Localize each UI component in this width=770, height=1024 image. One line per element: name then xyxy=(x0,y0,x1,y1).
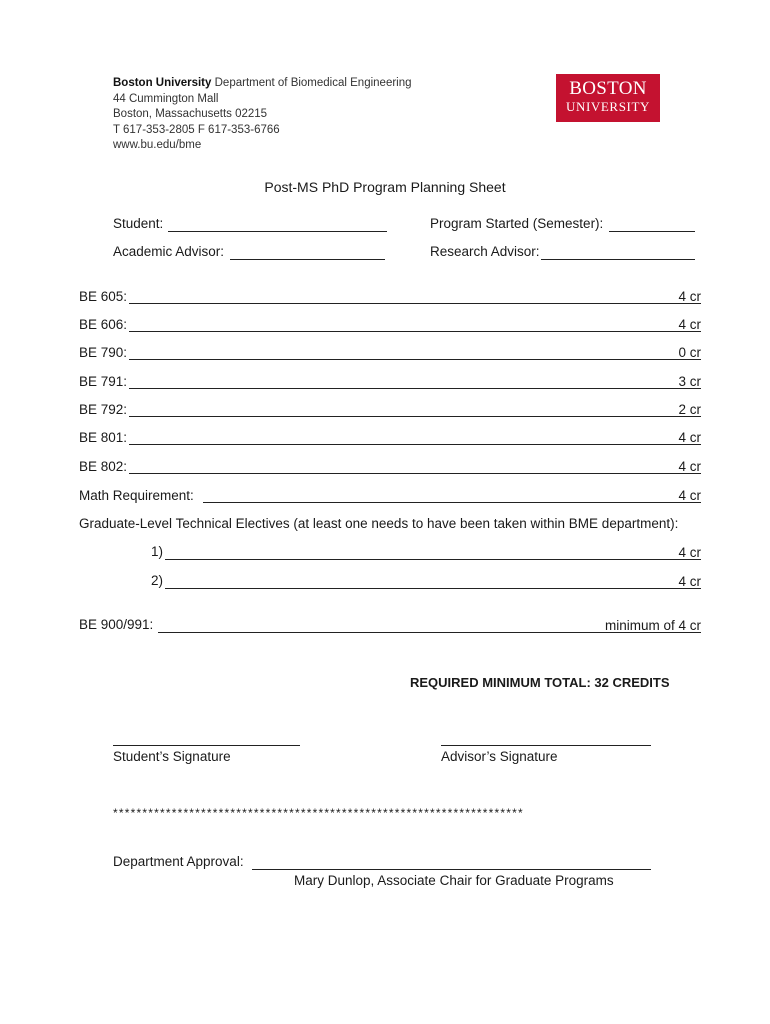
university-name: Boston University xyxy=(113,77,212,89)
department-approval-field[interactable] xyxy=(252,869,651,870)
website: www.bu.edu/bme xyxy=(113,139,202,151)
program-started-field[interactable] xyxy=(609,231,695,232)
student-field[interactable] xyxy=(168,231,387,232)
course-credits: 4 cr xyxy=(649,459,701,474)
course-label: BE 802: xyxy=(79,459,128,474)
math-requirement-field[interactable] xyxy=(203,502,649,503)
student-signature-label: Student’s Signature xyxy=(113,749,231,764)
elective-credits: 4 cr xyxy=(649,545,701,560)
research-field[interactable] xyxy=(158,632,580,633)
course-credits: 4 cr xyxy=(649,289,701,304)
logo-line-2: UNIVERSITY xyxy=(566,99,650,114)
program-started-label: Program Started (Semester): xyxy=(430,216,604,231)
course-credits: 2 cr xyxy=(649,402,701,417)
approver-name: Mary Dunlop, Associate Chair for Graduate Programs xyxy=(294,873,614,888)
course-label: BE 791: xyxy=(79,374,128,389)
course-credits: 4 cr xyxy=(649,317,701,332)
advisor-signature-field[interactable] xyxy=(441,745,651,746)
research-credits: minimum of 4 cr xyxy=(578,618,701,633)
department-approval-label: Department Approval: xyxy=(113,854,244,869)
course-field[interactable] xyxy=(129,388,649,389)
elective-field[interactable] xyxy=(165,588,649,589)
course-field[interactable] xyxy=(129,331,649,332)
course-credits: 3 cr xyxy=(649,374,701,389)
street-address: 44 Cummington Mall xyxy=(113,92,219,105)
elective-field[interactable] xyxy=(165,559,649,560)
course-field[interactable] xyxy=(129,359,649,360)
course-field[interactable] xyxy=(129,444,649,445)
academic-advisor-field[interactable] xyxy=(230,259,385,260)
page-title: Post-MS PhD Program Planning Sheet xyxy=(264,179,506,195)
course-credits: 4 cr xyxy=(649,488,701,503)
phone-fax: T 617-353-2805 F 617-353-6766 xyxy=(113,123,280,136)
student-label: Student: xyxy=(113,216,164,231)
course-credits: 0 cr xyxy=(649,345,701,360)
letterhead-line-1 xyxy=(113,76,412,92)
department-name: Department of Biomedical Engineering xyxy=(214,77,412,89)
math-requirement-label: Math Requirement: xyxy=(79,488,194,503)
logo-line-1: BOSTON xyxy=(569,78,647,99)
course-label: BE 792: xyxy=(79,402,128,417)
elective-credits: 4 cr xyxy=(649,574,701,589)
course-credits: 4 cr xyxy=(649,430,701,445)
required-total: REQUIRED MINIMUM TOTAL: 32 CREDITS xyxy=(410,675,670,690)
separator: ********************************************************************** xyxy=(113,806,524,820)
course-field[interactable] xyxy=(129,473,649,474)
course-label: BE 790: xyxy=(79,345,128,360)
course-label: BE 606: xyxy=(79,317,128,332)
elective-label: 2) xyxy=(151,573,164,588)
city-address: Boston, Massachusetts 02215 xyxy=(113,108,268,120)
elective-label: 1) xyxy=(151,544,164,559)
academic-advisor-label: Academic Advisor: xyxy=(113,244,225,259)
research-advisor-label: Research Advisor: xyxy=(430,244,540,259)
letterhead xyxy=(113,76,412,154)
course-label: BE 605: xyxy=(79,289,128,304)
bu-logo xyxy=(556,74,660,122)
research-label: BE 900/991: xyxy=(79,617,154,632)
course-field[interactable] xyxy=(129,416,649,417)
electives-heading: Graduate-Level Technical Electives (at least one needs to have been taken within BME department): xyxy=(79,516,679,531)
research-advisor-field[interactable] xyxy=(541,259,695,260)
course-field[interactable] xyxy=(129,303,649,304)
student-signature-field[interactable] xyxy=(113,745,300,746)
advisor-signature-label: Advisor’s Signature xyxy=(441,749,558,764)
course-label: BE 801: xyxy=(79,430,128,445)
